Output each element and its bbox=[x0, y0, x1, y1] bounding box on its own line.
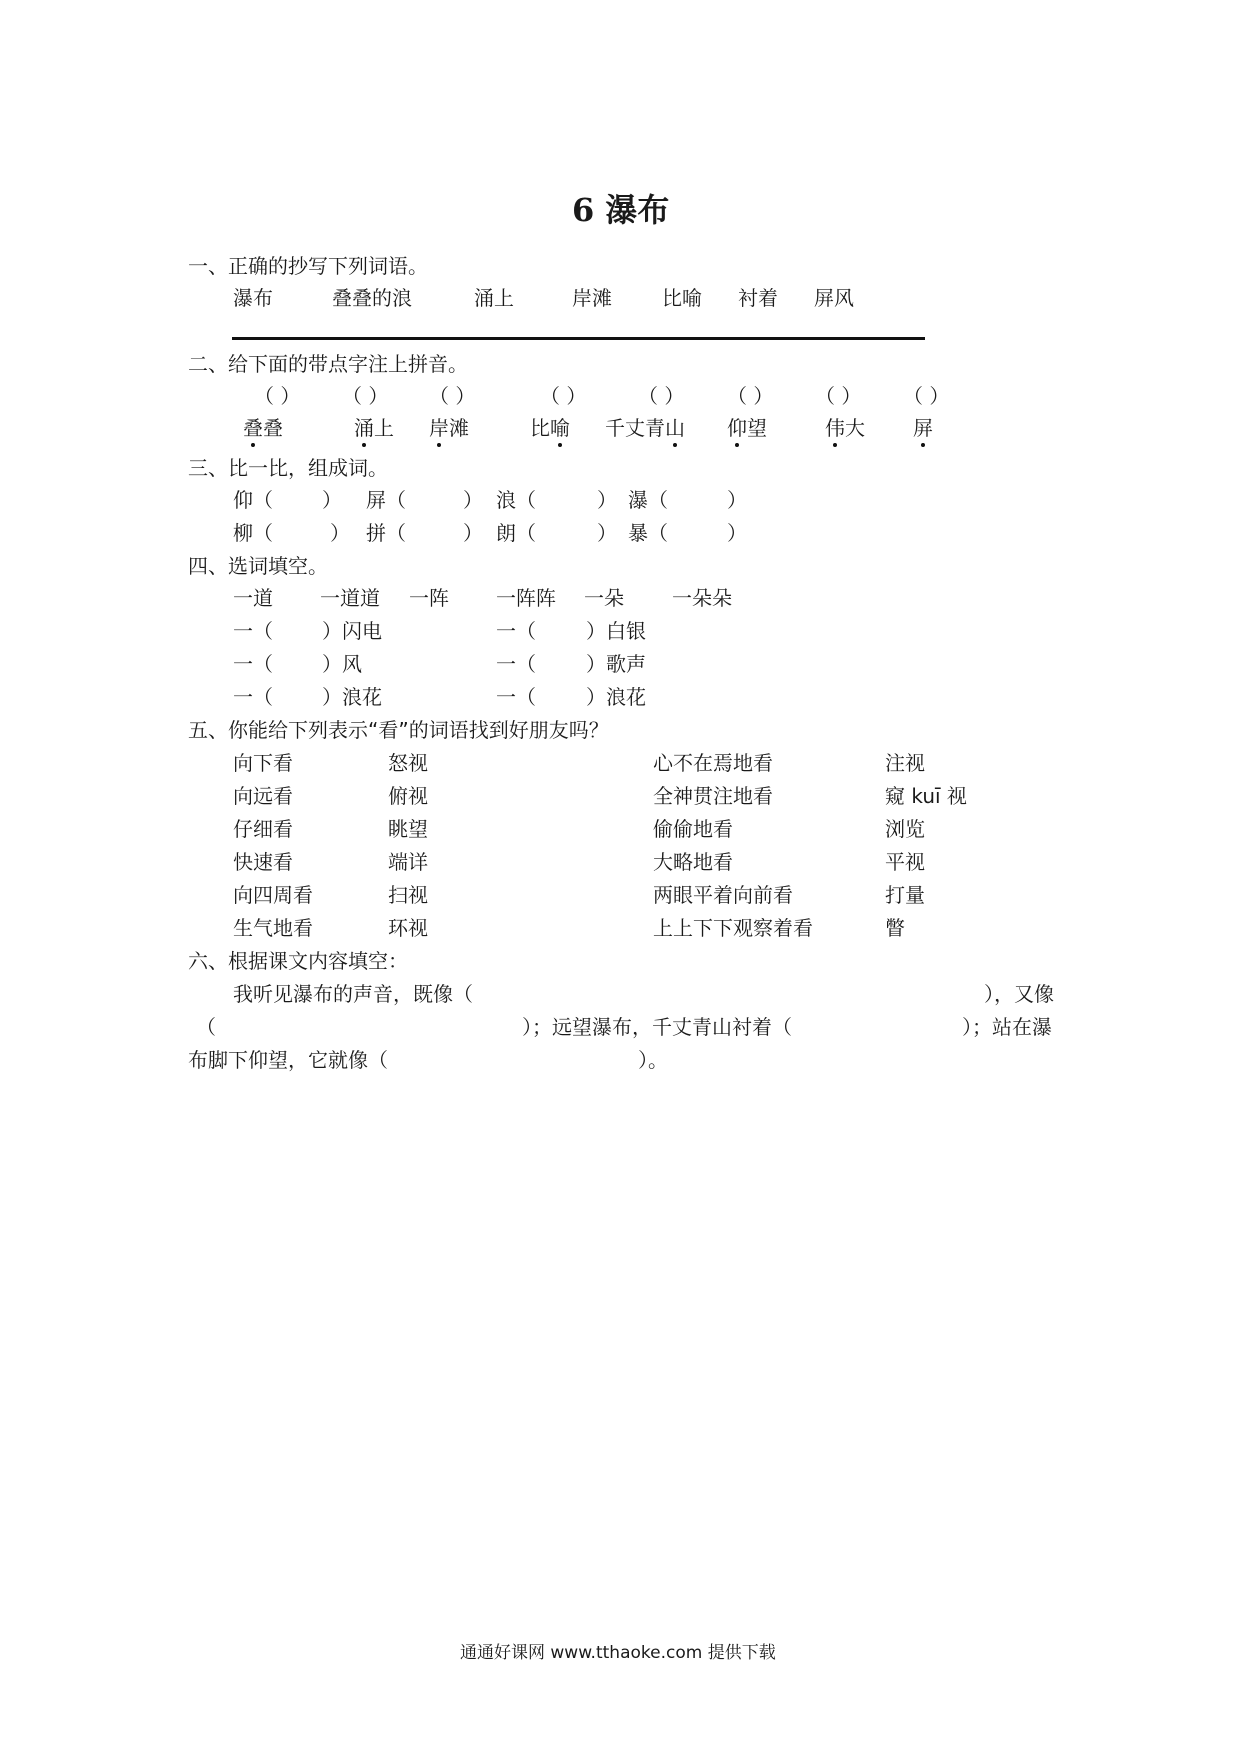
emphasis-dot-char: 仰 bbox=[727, 416, 747, 440]
q1-word: 屏风 bbox=[814, 286, 854, 310]
q4-option: 一阵阵 bbox=[496, 586, 556, 610]
question-2-heading: 二、给下面的带点字注上拼音。 bbox=[188, 352, 468, 376]
q4-option: 一朵朵 bbox=[672, 586, 732, 610]
emphasis-dot-char: 山 bbox=[665, 416, 685, 440]
q5-cell: 瞥 bbox=[885, 916, 905, 940]
q1-word: 衬着 bbox=[738, 286, 778, 310]
emphasis-dot-char: 屏 bbox=[913, 416, 933, 440]
q3-char: 屏（ bbox=[366, 488, 406, 512]
q4-blank[interactable]: 一（ bbox=[496, 652, 536, 676]
q6-text: ）；站在瀑 bbox=[962, 1015, 1052, 1039]
q5-cell: 向下看 bbox=[233, 751, 293, 775]
q5-cell: 生气地看 bbox=[233, 916, 313, 940]
pinyin-blank[interactable]: （ ） bbox=[815, 384, 862, 408]
pinyin-blank[interactable]: （ ） bbox=[727, 384, 774, 408]
q3-char: 拼（ bbox=[366, 521, 406, 545]
dotted-word: 涌上 bbox=[354, 416, 394, 440]
q4-blank[interactable]: 一（ bbox=[233, 619, 273, 643]
q3-close: ） bbox=[463, 488, 483, 512]
q4-blank-tail: ）浪花 bbox=[586, 685, 646, 709]
q6-text: ）。 bbox=[638, 1048, 668, 1072]
q4-blank-tail: ）浪花 bbox=[322, 685, 382, 709]
dotted-word: 伟大 bbox=[825, 416, 865, 440]
q3-close: ） bbox=[597, 521, 617, 545]
emphasis-dot-char: 岸 bbox=[429, 416, 449, 440]
pinyin-blank[interactable]: （ ） bbox=[903, 384, 950, 408]
question-5-heading: 五、你能给下列表示“看”的词语找到好朋友吗？ bbox=[188, 718, 609, 742]
q3-close: ） bbox=[463, 521, 483, 545]
q5-cell: 端详 bbox=[388, 850, 428, 874]
q5-cell: 环视 bbox=[388, 916, 428, 940]
question-3-heading: 三、比一比，组成词。 bbox=[188, 456, 388, 480]
q5-cell: 上上下下观察着看 bbox=[653, 916, 813, 940]
q4-option: 一阵 bbox=[409, 586, 449, 610]
q3-close: ） bbox=[597, 488, 617, 512]
dotted-word: 叠叠 bbox=[243, 416, 283, 440]
q5-cell: 眺望 bbox=[388, 817, 428, 841]
q5-cell: 全神贯注地看 bbox=[653, 784, 773, 808]
q4-blank-tail: ）白银 bbox=[586, 619, 646, 643]
q4-blank[interactable]: 一（ bbox=[233, 652, 273, 676]
q5-cell: 两眼平着向前看 bbox=[653, 883, 793, 907]
q4-blank-tail: ）风 bbox=[322, 652, 362, 676]
q5-cell: 注视 bbox=[885, 751, 925, 775]
q1-word: 涌上 bbox=[474, 286, 514, 310]
q5-cell: 扫视 bbox=[388, 883, 428, 907]
question-4-heading: 四、选词填空。 bbox=[188, 554, 328, 578]
q3-close: ） bbox=[727, 488, 747, 512]
q3-close: ） bbox=[727, 521, 747, 545]
q4-option: 一朵 bbox=[584, 586, 624, 610]
q3-char: 瀑（ bbox=[628, 488, 668, 512]
q5-cell: 偷偷地看 bbox=[653, 817, 733, 841]
q6-text: （ bbox=[196, 1015, 216, 1039]
q4-option: 一道 bbox=[233, 586, 273, 610]
page-footer: 通通好课网 www.tthaoke.com 提供下载 bbox=[460, 1643, 776, 1663]
question-6-heading: 六、根据课文内容填空： bbox=[188, 949, 408, 973]
q5-cell: 打量 bbox=[885, 883, 925, 907]
q1-word: 比喻 bbox=[662, 286, 702, 310]
q1-word: 瀑布 bbox=[233, 286, 273, 310]
dotted-word: 千丈青山 bbox=[605, 416, 685, 440]
emphasis-dot-char: 叠 bbox=[243, 416, 263, 440]
q5-cell: 怒视 bbox=[388, 751, 428, 775]
dotted-word: 岸滩 bbox=[429, 416, 469, 440]
q5-cell: 俯视 bbox=[388, 784, 428, 808]
pinyin-blank[interactable]: （ ） bbox=[254, 384, 301, 408]
pinyin-blank[interactable]: （ ） bbox=[638, 384, 685, 408]
q3-char: 浪（ bbox=[496, 488, 536, 512]
dotted-word: 仰望 bbox=[727, 416, 767, 440]
pinyin-blank[interactable]: （ ） bbox=[429, 384, 476, 408]
q3-char: 暴（ bbox=[628, 521, 668, 545]
q1-answer-line[interactable] bbox=[232, 337, 925, 340]
q3-close: ） bbox=[330, 521, 350, 545]
q4-blank-tail: ）歌声 bbox=[586, 652, 646, 676]
emphasis-dot-char: 喻 bbox=[550, 416, 570, 440]
dotted-word bbox=[913, 416, 933, 440]
pinyin-blank[interactable]: （ ） bbox=[342, 384, 389, 408]
q6-text: ）；远望瀑布，千丈青山衬着（ bbox=[522, 1015, 792, 1039]
q4-option: 一道道 bbox=[320, 586, 380, 610]
q5-cell: 大略地看 bbox=[653, 850, 733, 874]
q3-char: 仰（ bbox=[233, 488, 273, 512]
q4-blank-tail: ）闪电 bbox=[322, 619, 382, 643]
pinyin-blank[interactable]: （ ） bbox=[540, 384, 587, 408]
emphasis-dot-char: 涌 bbox=[354, 416, 374, 440]
q5-cell: 平视 bbox=[885, 850, 925, 874]
q3-char: 柳（ bbox=[233, 521, 273, 545]
q1-word: 叠叠的浪 bbox=[332, 286, 412, 310]
q4-blank[interactable]: 一（ bbox=[496, 619, 536, 643]
q4-blank[interactable]: 一（ bbox=[233, 685, 273, 709]
q5-cell: 快速看 bbox=[233, 850, 293, 874]
q5-cell: 浏览 bbox=[885, 817, 925, 841]
q6-text: ），又像 bbox=[984, 982, 1054, 1006]
q6-text: 布脚下仰望，它就像（ bbox=[188, 1048, 388, 1072]
dotted-word: 比喻 bbox=[530, 416, 570, 440]
q5-cell: 向远看 bbox=[233, 784, 293, 808]
page-title: 6 瀑布 bbox=[572, 191, 670, 229]
q5-cell: 心不在焉地看 bbox=[653, 751, 773, 775]
question-1-heading: 一、正确的抄写下列词语。 bbox=[188, 254, 428, 278]
q5-cell: 窥 kuī 视 bbox=[885, 784, 967, 808]
q3-char: 朗（ bbox=[496, 521, 536, 545]
emphasis-dot-char: 伟 bbox=[825, 416, 845, 440]
q1-word: 岸滩 bbox=[572, 286, 612, 310]
q4-blank[interactable]: 一（ bbox=[496, 685, 536, 709]
q3-close: ） bbox=[322, 488, 342, 512]
q6-text: 我听见瀑布的声音，既像（ bbox=[233, 982, 473, 1006]
q5-cell: 仔细看 bbox=[233, 817, 293, 841]
q5-cell: 向四周看 bbox=[233, 883, 313, 907]
